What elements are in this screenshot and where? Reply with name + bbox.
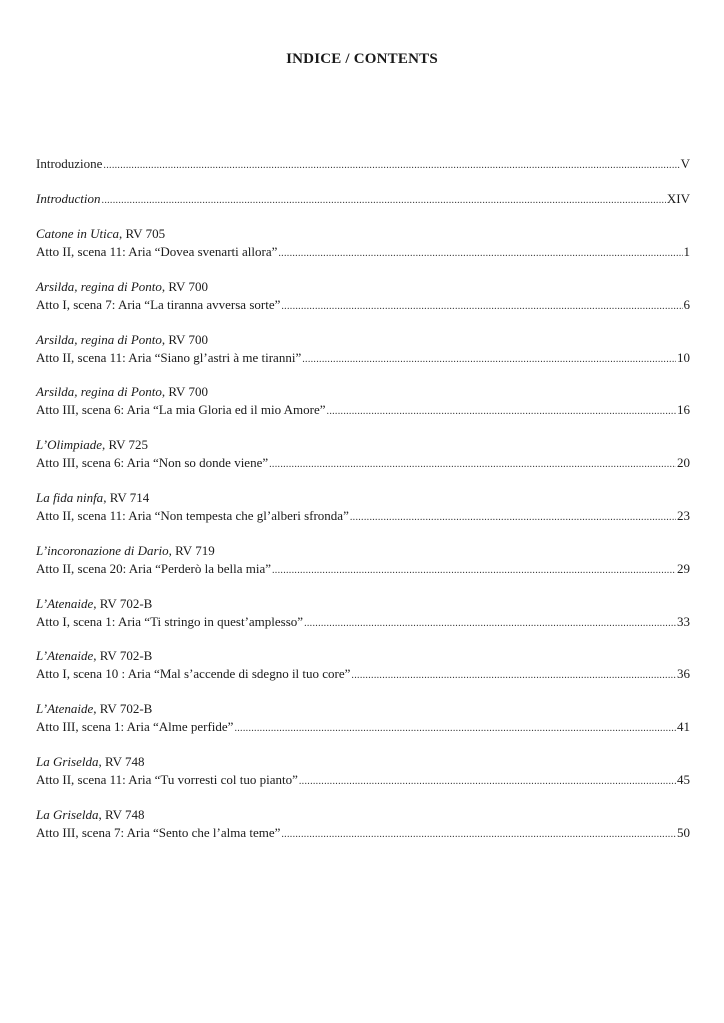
aria-label: Atto I, scena 1: Aria “Ti stringo in quest’amplesso” [36, 613, 304, 629]
dot-leader [234, 718, 676, 738]
toc-entry-introduction [36, 190, 690, 225]
work-heading [36, 331, 690, 349]
aria-label: Atto II, scena 11: Aria “Dovea svenarti allora” [36, 244, 278, 259]
work-heading [36, 225, 690, 243]
toc-line [36, 507, 690, 527]
toc-line [36, 454, 690, 474]
toc-line [36, 296, 690, 316]
toc-entry [36, 331, 690, 384]
work-heading [36, 647, 690, 665]
dot-leader [350, 507, 676, 527]
toc-entry-introduzione [36, 155, 690, 190]
rv-number: , RV 700 [161, 278, 208, 294]
work-title: L’incoronazione di Dario [36, 542, 169, 558]
work-heading [36, 383, 690, 401]
page-number: 50 [677, 824, 690, 840]
dot-leader [102, 190, 666, 210]
entry-label: Introduction [36, 191, 101, 206]
work-title: L’Atenaide [36, 701, 94, 717]
work-title: L’Atenaide [36, 648, 94, 664]
page-number: 41 [677, 719, 690, 735]
work-title: L’Atenaide [36, 595, 94, 611]
work-heading [36, 595, 690, 613]
page-number: 33 [677, 613, 690, 629]
dot-leader [302, 349, 676, 369]
page-number: 10 [677, 349, 690, 365]
table-of-contents [36, 155, 690, 859]
rv-number: , RV 748 [98, 806, 145, 822]
work-title: La Griselda [36, 806, 99, 822]
page-number: 16 [677, 402, 690, 418]
aria-label: Atto I, scena 7: Aria “La tiranna avversa sorte” [36, 296, 281, 312]
aria-label: Atto III, scena 6: Aria “Non so donde viene” [36, 455, 269, 471]
dot-leader [281, 296, 682, 316]
aria-label: Atto III, scena 7: Aria “Sento che l’alma teme” [36, 824, 281, 840]
toc-entry [36, 436, 690, 489]
dot-leader [351, 665, 676, 685]
toc-entry [36, 753, 690, 806]
work-title: L’Olimpiade [36, 437, 102, 453]
toc-line [36, 771, 690, 791]
toc-line [36, 613, 690, 633]
dot-leader [272, 560, 676, 580]
page-number: 36 [677, 666, 690, 682]
dot-leader [269, 454, 676, 474]
page-number: XIV [666, 191, 690, 206]
toc-entry [36, 225, 690, 278]
aria-label: Atto II, scena 20: Aria “Perderò la bella mia” [36, 560, 271, 576]
work-heading [36, 753, 690, 771]
rv-number: , RV 702-B [93, 701, 153, 717]
toc-line [36, 718, 690, 738]
aria-label: Atto II, scena 11: Aria “Tu vorresti col tuo pianto” [36, 771, 298, 787]
toc-entry [36, 489, 690, 542]
dot-leader [327, 401, 676, 421]
toc-line [36, 243, 690, 263]
toc-entry [36, 647, 690, 700]
work-heading [36, 542, 690, 560]
aria-label: Atto III, scena 6: Aria “La mia Gloria ed il mio Amore” [36, 402, 326, 418]
toc-line [36, 560, 690, 580]
work-title: La Griselda [36, 753, 99, 769]
toc-entry [36, 383, 690, 436]
rv-number: , RV 705 [119, 226, 166, 241]
toc-line [36, 824, 690, 844]
aria-label: Atto III, scena 1: Aria “Alme perfide” [36, 719, 234, 735]
work-heading [36, 278, 690, 296]
dot-leader [278, 243, 682, 263]
toc-entry [36, 806, 690, 859]
rv-number: , RV 725 [101, 437, 149, 453]
rv-number: , RV 714 [103, 489, 150, 505]
aria-label: Atto II, scena 11: Aria “Siano gl’astri à me tiranni” [36, 349, 302, 365]
toc-line [36, 401, 690, 421]
aria-label: Atto II, scena 11: Aria “Non tempesta che gl’alberi sfronda” [36, 507, 349, 523]
toc-line [36, 155, 690, 175]
work-heading [36, 700, 690, 718]
page-number: 23 [677, 507, 690, 523]
page-number: 20 [677, 455, 690, 471]
rv-number: , RV 702-B [93, 595, 153, 611]
toc-line [36, 190, 690, 210]
dot-leader [304, 613, 676, 633]
page-number: 1 [683, 244, 690, 259]
rv-number: , RV 748 [98, 753, 145, 769]
work-title: Catone in Utica [36, 226, 120, 241]
toc-entry [36, 542, 690, 595]
work-title: Arsilda, regina di Ponto [36, 331, 162, 347]
work-title: Arsilda, regina di Ponto [36, 278, 162, 294]
dot-leader [281, 824, 676, 844]
entry-label: Introduzione [36, 156, 103, 171]
rv-number: , RV 719 [168, 542, 215, 558]
page-number: 6 [683, 296, 690, 312]
work-heading [36, 806, 690, 824]
page-number: 29 [677, 560, 690, 576]
dot-leader [103, 155, 679, 175]
work-heading [36, 436, 690, 454]
work-heading [36, 489, 690, 507]
toc-entry [36, 595, 690, 648]
work-title: Arsilda, regina di Ponto [36, 384, 162, 400]
page-number: V [680, 156, 690, 171]
toc-entry [36, 278, 690, 331]
aria-label: Atto I, scena 10 : Aria “Mal s’accende di sdegno il tuo core” [36, 666, 351, 682]
rv-number: , RV 700 [161, 331, 208, 347]
work-title: La fida ninfa [36, 489, 104, 505]
toc-entry [36, 700, 690, 753]
page-title: INDICE / CONTENTS [286, 51, 438, 67]
rv-number: , RV 702-B [93, 648, 153, 664]
toc-line [36, 349, 690, 369]
page-number: 45 [677, 771, 690, 787]
toc-line [36, 665, 690, 685]
dot-leader [299, 771, 676, 791]
rv-number: , RV 700 [161, 384, 208, 400]
